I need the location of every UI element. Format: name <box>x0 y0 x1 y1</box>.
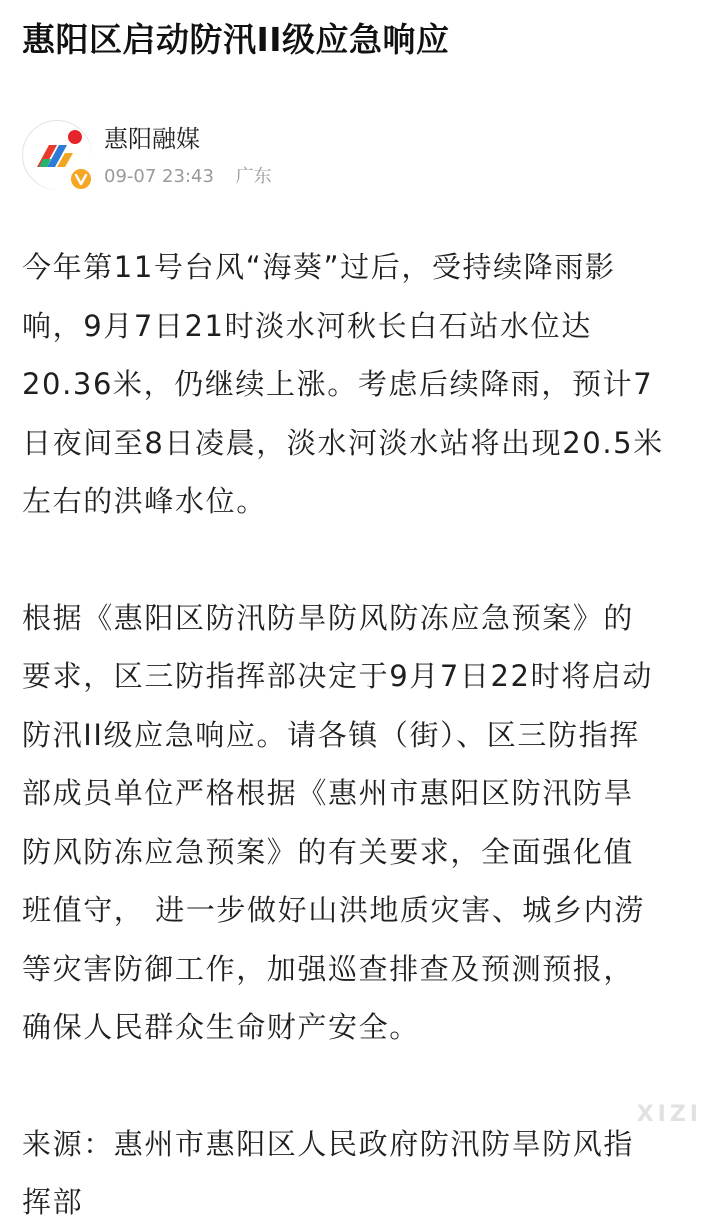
paragraph-line: 响，9月7日21时淡水河秋长白石站水位达 <box>22 308 592 343</box>
author-name[interactable]: 惠阳融媒 <box>104 125 200 153</box>
post-location: 广东 <box>235 166 272 187</box>
paragraph-line: 要求，区三防指挥部决定于9月7日22时将启动 <box>22 659 654 693</box>
paragraph-emergency-response <box>22 589 702 1057</box>
paragraph-line: 今年第11号台风“海葵”过后，受持续降雨影 <box>22 250 616 284</box>
paragraph-line: 确保人民群众生命财产安全。 <box>22 1010 420 1044</box>
post-meta <box>104 164 272 190</box>
site-watermark: XIZI <box>636 1102 702 1127</box>
paragraph-spacer <box>22 1057 702 1115</box>
paragraph-line: 班值守， 进一步做好山洪地质灾害、城乡内涝 <box>22 893 645 927</box>
paragraph-typhoon-water-level <box>22 238 702 531</box>
paragraph-line: 防汛II级应急响应。请各镇（街）、区三防指挥 <box>22 717 640 752</box>
paragraph-source <box>22 1115 702 1232</box>
paragraph-line: 部成员单位严格根据《惠州市惠阳区防汛防旱 <box>22 776 635 810</box>
paragraph-line: 左右的洪峰水位。 <box>22 484 267 518</box>
paragraph-line: 20.36米，仍继续上涨。考虑后续降雨，预计7 <box>22 367 654 401</box>
paragraph-line: 防风防冻应急预案》的有关要求，全面强化值 <box>22 834 635 869</box>
article-body <box>22 238 702 1232</box>
paragraph-line: 来源：惠州市惠阳区人民政府防汛防旱防风指 <box>22 1126 635 1161</box>
author-avatar[interactable] <box>22 120 92 190</box>
post-date: 09-07 23:43 <box>104 166 214 187</box>
paragraph-line: 等灾害防御工作，加强巡查排查及预测预报， <box>22 951 635 986</box>
article-title: 惠阳区启动防汛II级应急响应 <box>22 20 450 59</box>
paragraph-line: 根据《惠阳区防汛防旱防风防冻应急预案》的 <box>22 600 635 635</box>
paragraph-line: 挥部 <box>22 1185 84 1219</box>
paragraph-line: 日夜间至8日凌晨，淡水河淡水站将出现20.5米 <box>22 425 664 460</box>
verified-badge-icon <box>69 167 93 191</box>
paragraph-spacer <box>22 531 702 589</box>
author-row[interactable] <box>22 120 702 196</box>
